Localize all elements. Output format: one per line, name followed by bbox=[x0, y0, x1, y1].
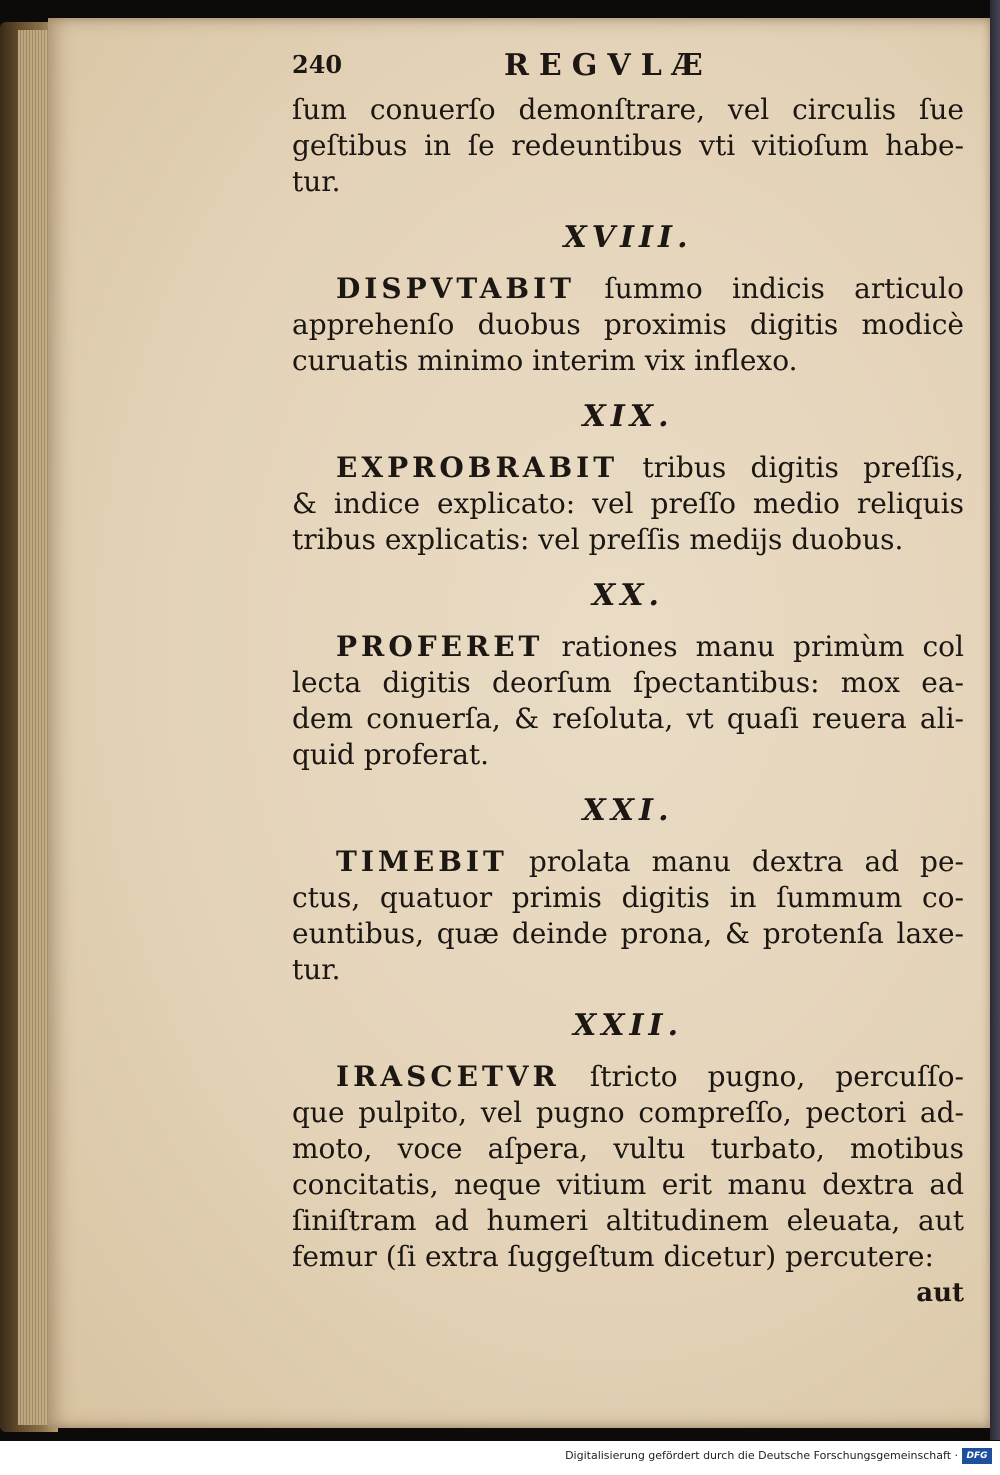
line-text: prolata manu dextra ad pe- bbox=[507, 845, 964, 878]
text-line bbox=[292, 450, 964, 486]
line-text: ſtricto pugno, percuſſo- bbox=[559, 1060, 964, 1093]
text-line: dem conuerſa, & reſoluta, vt quaſi reuera ali- bbox=[292, 702, 964, 735]
lead-word: EXPROBRABIT bbox=[336, 451, 619, 484]
line-text: rationes manu primùm col bbox=[543, 630, 964, 663]
section-heading: XIX. bbox=[582, 399, 674, 434]
text-line: ſiniſtram ad humeri altitudinem eleuata, aut bbox=[292, 1204, 964, 1237]
text-line: tribus explicatis: vel preſſis medijs duobus. bbox=[292, 523, 904, 556]
line-text: tribus digitis preſſis, bbox=[618, 451, 964, 484]
section-heading: XXII. bbox=[572, 1008, 684, 1043]
running-title: REGVLÆ bbox=[504, 48, 713, 83]
text-line: tur. bbox=[292, 953, 341, 986]
page-number: 240 bbox=[292, 50, 343, 79]
book-cover-edge bbox=[990, 0, 1000, 1440]
section-heading: XXI. bbox=[582, 793, 674, 828]
text-line: geſtibus in ſe redeuntibus vti vitioſum habe- bbox=[292, 129, 964, 162]
lead-word: IRASCETVR bbox=[336, 1060, 560, 1093]
lead-word: TIMEBIT bbox=[336, 845, 508, 878]
text-line: tur. bbox=[292, 165, 341, 198]
text-line bbox=[292, 629, 964, 665]
lead-word: PROFERET bbox=[336, 630, 544, 663]
text-line: que pulpito, vel pugno compreſſo, pectori ad- bbox=[292, 1096, 964, 1129]
text-line bbox=[292, 1059, 964, 1095]
text-line bbox=[292, 271, 964, 307]
section-heading: XVIII. bbox=[563, 220, 693, 255]
text-line: lecta digitis deorſum ſpectantibus: mox ea- bbox=[292, 666, 964, 699]
text-line: femur (ſi extra ſuggeſtum dicetur) percutere: bbox=[292, 1240, 934, 1273]
page-text bbox=[292, 48, 964, 1311]
text-line: ſum conuerſo demonſtrare, vel circulis ſue bbox=[292, 93, 964, 126]
text-line bbox=[292, 844, 964, 880]
text-line: euntibus, quæ deinde prona, & protenſa laxe- bbox=[292, 917, 964, 950]
text-line: ctus, quatuor primis digitis in ſummum co- bbox=[292, 881, 964, 914]
text-blocks bbox=[292, 92, 964, 1275]
catchword: aut bbox=[916, 1278, 964, 1308]
footer-credit: Digitalisierung gefördert durch die Deutsche Forschungsgemeinschaft · bbox=[565, 1449, 958, 1462]
section-heading: XX. bbox=[592, 578, 664, 613]
text-line: apprehenſo duobus proximis digitis modicè bbox=[292, 308, 964, 341]
text-line: quid proferat. bbox=[292, 738, 490, 771]
text-line: & indice explicato: vel preſſo medio reliquis bbox=[292, 487, 964, 520]
lead-word: DISPVTABIT bbox=[336, 272, 576, 305]
digitization-footer bbox=[0, 1441, 1000, 1475]
text-line: concitatis, neque vitium erit manu dextra ad bbox=[292, 1168, 964, 1201]
text-line: moto, voce aſpera, vultu turbato, motibus bbox=[292, 1132, 964, 1165]
page-header bbox=[292, 48, 964, 92]
text-line: curuatis minimo interim vix inflexo. bbox=[292, 344, 798, 377]
dfg-logo: DFG bbox=[962, 1448, 992, 1464]
line-text: ſummo indicis articulo bbox=[575, 272, 964, 305]
